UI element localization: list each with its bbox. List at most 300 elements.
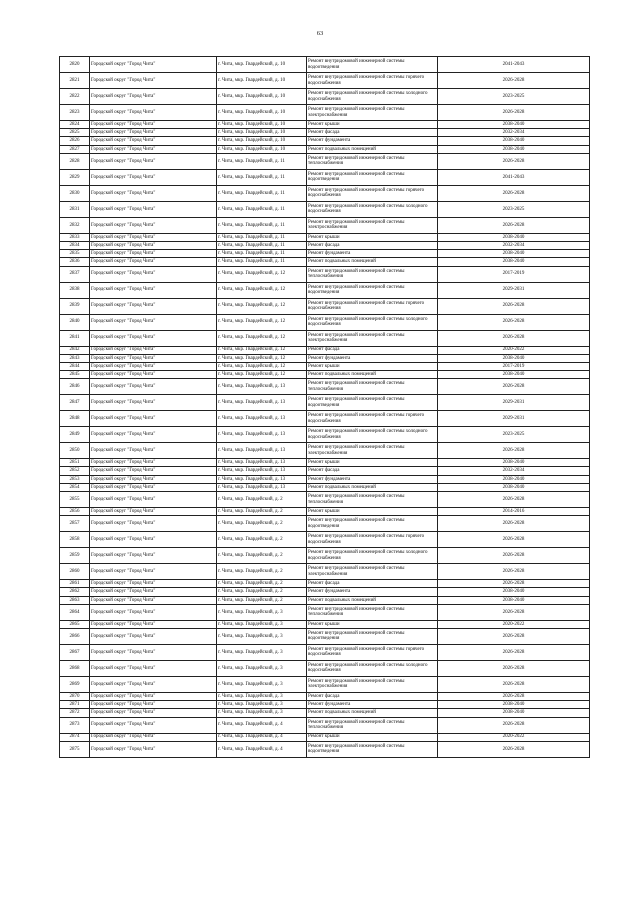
table-row — [60, 459, 590, 467]
municipality-cell: Городской округ "Город Чита" — [90, 741, 217, 757]
address-cell: г. Чита, мкр. Гвардейский, д. 3 — [217, 660, 307, 676]
table-row — [60, 314, 590, 330]
period-cell: 2032-2034 — [438, 467, 590, 475]
work-type-cell: Ремонт внутридомовой инженерной системы горячего водоснабжения — [307, 185, 438, 201]
table-row — [60, 185, 590, 201]
work-type-cell: Ремонт внутридомовой инженерной системы электроснабжения — [307, 105, 438, 121]
period-cell: 2026-2028 — [438, 741, 590, 757]
period-cell: 2026-2028 — [438, 717, 590, 733]
row-number-cell: 2847 — [60, 395, 90, 411]
address-cell: г. Чита, мкр. Гвардейский, д. 4 — [217, 717, 307, 733]
row-number-cell: 2832 — [60, 217, 90, 233]
row-number-cell: 2855 — [60, 492, 90, 508]
period-cell: 2026-2028 — [438, 644, 590, 660]
municipality-cell: Городской округ "Город Чита" — [90, 427, 217, 443]
row-number-cell: 2859 — [60, 548, 90, 564]
municipality-cell: Городской округ "Город Чита" — [90, 201, 217, 217]
work-type-cell: Ремонт внутридомовой инженерной системы электроснабжения — [307, 676, 438, 692]
table-row — [60, 258, 590, 266]
period-cell: 2026-2028 — [438, 217, 590, 233]
work-type-cell: Ремонт фасада — [307, 580, 438, 588]
row-number-cell: 2841 — [60, 330, 90, 346]
period-cell: 2038-2040 — [438, 701, 590, 709]
work-type-cell: Ремонт внутридомовой инженерной системы теплоснабжения — [307, 717, 438, 733]
work-type-cell: Ремонт внутридомовой инженерной системы теплоснабжения — [307, 266, 438, 282]
work-type-cell: Ремонт внутридомовой инженерной системы водоотведения — [307, 741, 438, 757]
address-cell: г. Чита, мкр. Гвардейский, д. 10 — [217, 73, 307, 89]
table-row — [60, 346, 590, 354]
table-row — [60, 596, 590, 604]
work-type-cell: Ремонт фасада — [307, 692, 438, 700]
row-number-cell: 2845 — [60, 371, 90, 379]
municipality-cell: Городской округ "Город Чита" — [90, 443, 217, 459]
period-cell: 2026-2028 — [438, 330, 590, 346]
work-type-cell: Ремонт крыши — [307, 121, 438, 129]
work-type-cell: Ремонт внутридомовой инженерной системы водоотведения — [307, 628, 438, 644]
municipality-cell: Городской округ "Город Чита" — [90, 379, 217, 395]
address-cell: г. Чита, мкр. Гвардейский, д. 3 — [217, 628, 307, 644]
municipality-cell: Городской округ "Город Чита" — [90, 475, 217, 483]
period-cell: 2038-2040 — [438, 145, 590, 153]
row-number-cell: 2861 — [60, 580, 90, 588]
table-row — [60, 660, 590, 676]
address-cell: г. Чита, мкр. Гвардейский, д. 13 — [217, 427, 307, 443]
row-number-cell: 2836 — [60, 258, 90, 266]
municipality-cell: Городской округ "Город Чита" — [90, 105, 217, 121]
work-type-cell: Ремонт внутридомовой инженерной системы водоотведения — [307, 282, 438, 298]
table-row — [60, 73, 590, 89]
table-body — [60, 57, 590, 758]
work-type-cell: Ремонт крыши — [307, 508, 438, 516]
period-cell: 2038-2040 — [438, 588, 590, 596]
work-type-cell: Ремонт подвальных помещений — [307, 145, 438, 153]
period-cell: 2017-2019 — [438, 266, 590, 282]
work-type-cell: Ремонт внутридомовой инженерной системы холодного водоснабжения — [307, 660, 438, 676]
address-cell: г. Чита, мкр. Гвардейский, д. 12 — [217, 330, 307, 346]
row-number-cell: 2860 — [60, 564, 90, 580]
municipality-cell: Городской округ "Город Чита" — [90, 354, 217, 362]
period-cell: 2026-2028 — [438, 660, 590, 676]
table-row — [60, 105, 590, 121]
municipality-cell: Городской округ "Город Чита" — [90, 169, 217, 185]
row-number-cell: 2838 — [60, 282, 90, 298]
table-row — [60, 371, 590, 379]
table-row — [60, 483, 590, 491]
municipality-cell: Городской округ "Город Чита" — [90, 644, 217, 660]
table-row — [60, 89, 590, 105]
address-cell: г. Чита, мкр. Гвардейский, д. 10 — [217, 89, 307, 105]
municipality-cell: Городской округ "Город Чита" — [90, 73, 217, 89]
work-type-cell: Ремонт внутридомовой инженерной системы холодного водоснабжения — [307, 89, 438, 105]
row-number-cell: 2839 — [60, 298, 90, 314]
period-cell: 2038-2040 — [438, 596, 590, 604]
municipality-cell: Городской округ "Город Чита" — [90, 733, 217, 741]
municipality-cell: Городской округ "Город Чита" — [90, 692, 217, 700]
row-number-cell: 2842 — [60, 346, 90, 354]
period-cell: 2038-2040 — [438, 233, 590, 241]
table-row — [60, 282, 590, 298]
period-cell: 2029-2031 — [438, 282, 590, 298]
address-cell: г. Чита, мкр. Гвардейский, д. 12 — [217, 282, 307, 298]
row-number-cell: 2848 — [60, 411, 90, 427]
municipality-cell: Городской округ "Город Чита" — [90, 660, 217, 676]
work-type-cell: Ремонт внутридомовой инженерной системы горячего водоснабжения — [307, 644, 438, 660]
address-cell: г. Чита, мкр. Гвардейский, д. 10 — [217, 145, 307, 153]
municipality-cell: Городской округ "Город Чита" — [90, 467, 217, 475]
municipality-cell: Городской округ "Город Чита" — [90, 516, 217, 532]
table-row — [60, 169, 590, 185]
municipality-cell: Городской округ "Город Чита" — [90, 145, 217, 153]
address-cell: г. Чита, мкр. Гвардейский, д. 4 — [217, 741, 307, 757]
municipality-cell: Городской округ "Город Чита" — [90, 411, 217, 427]
period-cell: 2038-2040 — [438, 121, 590, 129]
row-number-cell: 2837 — [60, 266, 90, 282]
municipality-cell: Городской округ "Город Чита" — [90, 266, 217, 282]
table-row — [60, 137, 590, 145]
period-cell: 2026-2028 — [438, 185, 590, 201]
period-cell: 2023-2025 — [438, 89, 590, 105]
work-type-cell: Ремонт подвальных помещений — [307, 371, 438, 379]
table-row — [60, 532, 590, 548]
work-type-cell: Ремонт внутридомовой инженерной системы холодного водоснабжения — [307, 201, 438, 217]
table-row — [60, 644, 590, 660]
period-cell: 2026-2028 — [438, 532, 590, 548]
work-type-cell: Ремонт фундамента — [307, 475, 438, 483]
address-cell: г. Чита, мкр. Гвардейский, д. 3 — [217, 701, 307, 709]
period-cell: 2017-2019 — [438, 362, 590, 370]
row-number-cell: 2829 — [60, 169, 90, 185]
table-row — [60, 628, 590, 644]
municipality-cell: Городской округ "Город Чита" — [90, 153, 217, 169]
municipality-cell: Городской округ "Город Чита" — [90, 89, 217, 105]
row-number-cell: 2866 — [60, 628, 90, 644]
table-row — [60, 620, 590, 628]
work-type-cell: Ремонт фасада — [307, 467, 438, 475]
row-number-cell: 2823 — [60, 105, 90, 121]
row-number-cell: 2870 — [60, 692, 90, 700]
municipality-cell: Городской округ "Город Чита" — [90, 185, 217, 201]
work-type-cell: Ремонт внутридомовой инженерной системы электроснабжения — [307, 217, 438, 233]
work-type-cell: Ремонт подвальных помещений — [307, 483, 438, 491]
municipality-cell: Городской округ "Город Чита" — [90, 57, 217, 73]
address-cell: г. Чита, мкр. Гвардейский, д. 12 — [217, 298, 307, 314]
work-type-cell: Ремонт фундамента — [307, 137, 438, 145]
period-cell: 2026-2028 — [438, 298, 590, 314]
table-row — [60, 129, 590, 137]
period-cell: 2026-2028 — [438, 379, 590, 395]
address-cell: г. Чита, мкр. Гвардейский, д. 11 — [217, 153, 307, 169]
address-cell: г. Чита, мкр. Гвардейский, д. 3 — [217, 604, 307, 620]
address-cell: г. Чита, мкр. Гвардейский, д. 2 — [217, 564, 307, 580]
address-cell: г. Чита, мкр. Гвардейский, д. 13 — [217, 483, 307, 491]
table-row — [60, 580, 590, 588]
period-cell: 2038-2040 — [438, 250, 590, 258]
municipality-cell: Городской округ "Город Чита" — [90, 371, 217, 379]
period-cell: 2041-2043 — [438, 57, 590, 73]
municipality-cell: Городской округ "Город Чита" — [90, 483, 217, 491]
period-cell: 2020-2022 — [438, 733, 590, 741]
table-row — [60, 233, 590, 241]
address-cell: г. Чита, мкр. Гвардейский, д. 10 — [217, 121, 307, 129]
table-row — [60, 467, 590, 475]
work-type-cell: Ремонт внутридомовой инженерной системы теплоснабжения — [307, 379, 438, 395]
address-cell: г. Чита, мкр. Гвардейский, д. 4 — [217, 733, 307, 741]
work-type-cell: Ремонт внутридомовой инженерной системы холодного водоснабжения — [307, 548, 438, 564]
address-cell: г. Чита, мкр. Гвардейский, д. 11 — [217, 201, 307, 217]
work-type-cell: Ремонт внутридомовой инженерной системы электроснабжения — [307, 330, 438, 346]
row-number-cell: 2862 — [60, 588, 90, 596]
municipality-cell: Городской округ "Город Чита" — [90, 121, 217, 129]
municipality-cell: Городской округ "Город Чита" — [90, 717, 217, 733]
municipality-cell: Городской округ "Город Чита" — [90, 346, 217, 354]
municipality-cell: Городской округ "Город Чита" — [90, 250, 217, 258]
work-type-cell: Ремонт фундамента — [307, 354, 438, 362]
address-cell: г. Чита, мкр. Гвардейский, д. 3 — [217, 620, 307, 628]
period-cell: 2029-2031 — [438, 395, 590, 411]
row-number-cell: 2821 — [60, 73, 90, 89]
table-row — [60, 604, 590, 620]
period-cell: 2026-2028 — [438, 580, 590, 588]
address-cell: г. Чита, мкр. Гвардейский, д. 2 — [217, 596, 307, 604]
period-cell: 2026-2028 — [438, 73, 590, 89]
row-number-cell: 2834 — [60, 241, 90, 249]
row-number-cell: 2858 — [60, 532, 90, 548]
table-row — [60, 508, 590, 516]
address-cell: г. Чита, мкр. Гвардейский, д. 12 — [217, 346, 307, 354]
row-number-cell: 2867 — [60, 644, 90, 660]
municipality-cell: Городской округ "Город Чита" — [90, 362, 217, 370]
row-number-cell: 2849 — [60, 427, 90, 443]
work-type-cell: Ремонт внутридомовой инженерной системы теплоснабжения — [307, 153, 438, 169]
address-cell: г. Чита, мкр. Гвардейский, д. 12 — [217, 354, 307, 362]
row-number-cell: 2864 — [60, 604, 90, 620]
address-cell: г. Чита, мкр. Гвардейский, д. 13 — [217, 411, 307, 427]
work-type-cell: Ремонт фасада — [307, 346, 438, 354]
period-cell: 2041-2043 — [438, 169, 590, 185]
period-cell: 2038-2040 — [438, 258, 590, 266]
municipality-cell: Городской округ "Город Чита" — [90, 492, 217, 508]
municipality-cell: Городской округ "Город Чита" — [90, 395, 217, 411]
row-number-cell: 2831 — [60, 201, 90, 217]
table-row — [60, 548, 590, 564]
period-cell: 2026-2028 — [438, 105, 590, 121]
table-row — [60, 395, 590, 411]
municipality-cell: Городской округ "Город Чита" — [90, 282, 217, 298]
work-type-cell: Ремонт внутридомовой инженерной системы горячего водоснабжения — [307, 532, 438, 548]
municipality-cell: Городской округ "Город Чита" — [90, 129, 217, 137]
municipality-cell: Городской округ "Город Чита" — [90, 564, 217, 580]
period-cell: 2026-2028 — [438, 492, 590, 508]
address-cell: г. Чита, мкр. Гвардейский, д. 12 — [217, 371, 307, 379]
period-cell: 2026-2028 — [438, 314, 590, 330]
work-type-cell: Ремонт внутридомовой инженерной системы электроснабжения — [307, 564, 438, 580]
row-number-cell: 2840 — [60, 314, 90, 330]
table-row — [60, 411, 590, 427]
table-row — [60, 588, 590, 596]
work-type-cell: Ремонт внутридомовой инженерной системы холодного водоснабжения — [307, 427, 438, 443]
row-number-cell: 2851 — [60, 459, 90, 467]
work-type-cell: Ремонт подвальных помещений — [307, 709, 438, 717]
work-type-cell: Ремонт внутридомовой инженерной системы водоотведения — [307, 169, 438, 185]
period-cell: 2014-2016 — [438, 508, 590, 516]
table-row — [60, 362, 590, 370]
address-cell: г. Чита, мкр. Гвардейский, д. 2 — [217, 508, 307, 516]
table-row — [60, 701, 590, 709]
period-cell: 2038-2040 — [438, 459, 590, 467]
municipality-cell: Городской округ "Город Чита" — [90, 676, 217, 692]
period-cell: 2026-2028 — [438, 628, 590, 644]
address-cell: г. Чита, мкр. Гвардейский, д. 3 — [217, 692, 307, 700]
table-row — [60, 145, 590, 153]
municipality-cell: Городской округ "Город Чита" — [90, 137, 217, 145]
row-number-cell: 2863 — [60, 596, 90, 604]
row-number-cell: 2856 — [60, 508, 90, 516]
address-cell: г. Чита, мкр. Гвардейский, д. 11 — [217, 169, 307, 185]
table-row — [60, 475, 590, 483]
table-row — [60, 676, 590, 692]
table-row — [60, 298, 590, 314]
address-cell: г. Чита, мкр. Гвардейский, д. 13 — [217, 467, 307, 475]
work-type-cell: Ремонт крыши — [307, 459, 438, 467]
work-type-cell: Ремонт крыши — [307, 233, 438, 241]
address-cell: г. Чита, мкр. Гвардейский, д. 10 — [217, 129, 307, 137]
address-cell: г. Чита, мкр. Гвардейский, д. 12 — [217, 362, 307, 370]
work-type-cell: Ремонт крыши — [307, 620, 438, 628]
table-row — [60, 354, 590, 362]
address-cell: г. Чита, мкр. Гвардейский, д. 2 — [217, 492, 307, 508]
period-cell: 2023-2025 — [438, 201, 590, 217]
municipality-cell: Городской округ "Город Чита" — [90, 330, 217, 346]
municipality-cell: Городской округ "Город Чита" — [90, 548, 217, 564]
work-type-cell: Ремонт внутридомовой инженерной системы водоотведения — [307, 516, 438, 532]
table-row — [60, 492, 590, 508]
row-number-cell: 2865 — [60, 620, 90, 628]
row-number-cell: 2869 — [60, 676, 90, 692]
page-number: 63 — [316, 30, 324, 37]
row-number-cell: 2872 — [60, 709, 90, 717]
period-cell: 2026-2028 — [438, 692, 590, 700]
address-cell: г. Чита, мкр. Гвардейский, д. 3 — [217, 709, 307, 717]
work-type-cell: Ремонт подвальных помещений — [307, 258, 438, 266]
municipality-cell: Городской округ "Город Чита" — [90, 508, 217, 516]
work-type-cell: Ремонт фундамента — [307, 588, 438, 596]
row-number-cell: 2873 — [60, 717, 90, 733]
address-cell: г. Чита, мкр. Гвардейский, д. 11 — [217, 258, 307, 266]
table-row — [60, 443, 590, 459]
work-type-cell: Ремонт крыши — [307, 733, 438, 741]
work-type-cell: Ремонт внутридомовой инженерной системы теплоснабжения — [307, 492, 438, 508]
row-number-cell: 2830 — [60, 185, 90, 201]
address-cell: г. Чита, мкр. Гвардейский, д. 11 — [217, 185, 307, 201]
address-cell: г. Чита, мкр. Гвардейский, д. 2 — [217, 580, 307, 588]
table-row — [60, 717, 590, 733]
table-row — [60, 266, 590, 282]
row-number-cell: 2825 — [60, 129, 90, 137]
address-cell: г. Чита, мкр. Гвардейский, д. 11 — [217, 250, 307, 258]
row-number-cell: 2846 — [60, 379, 90, 395]
address-cell: г. Чита, мкр. Гвардейский, д. 13 — [217, 443, 307, 459]
period-cell: 2032-2034 — [438, 241, 590, 249]
work-type-cell: Ремонт внутридомовой инженерной системы горячего водоснабжения — [307, 411, 438, 427]
work-type-cell: Ремонт внутридомовой инженерной системы горячего водоснабжения — [307, 298, 438, 314]
address-cell: г. Чита, мкр. Гвардейский, д. 12 — [217, 314, 307, 330]
table-row — [60, 709, 590, 717]
period-cell: 2032-2034 — [438, 129, 590, 137]
work-type-cell: Ремонт внутридомовой инженерной системы горячего водоснабжения — [307, 73, 438, 89]
address-cell: г. Чита, мкр. Гвардейский, д. 10 — [217, 57, 307, 73]
address-cell: г. Чита, мкр. Гвардейский, д. 12 — [217, 266, 307, 282]
row-number-cell: 2826 — [60, 137, 90, 145]
period-cell: 2026-2028 — [438, 604, 590, 620]
address-cell: г. Чита, мкр. Гвардейский, д. 3 — [217, 676, 307, 692]
address-cell: г. Чита, мкр. Гвардейский, д. 2 — [217, 516, 307, 532]
municipality-cell: Городской округ "Город Чита" — [90, 620, 217, 628]
municipality-cell: Городской округ "Город Чита" — [90, 314, 217, 330]
address-cell: г. Чита, мкр. Гвардейский, д. 13 — [217, 379, 307, 395]
table-row — [60, 564, 590, 580]
address-cell: г. Чита, мкр. Гвардейский, д. 11 — [217, 241, 307, 249]
table-row — [60, 250, 590, 258]
address-cell: г. Чита, мкр. Гвардейский, д. 13 — [217, 475, 307, 483]
municipality-cell: Городской округ "Город Чита" — [90, 233, 217, 241]
address-cell: г. Чита, мкр. Гвардейский, д. 13 — [217, 459, 307, 467]
municipality-cell: Городской округ "Город Чита" — [90, 217, 217, 233]
address-cell: г. Чита, мкр. Гвардейский, д. 11 — [217, 217, 307, 233]
row-number-cell: 2843 — [60, 354, 90, 362]
work-type-cell: Ремонт внутридомовой инженерной системы теплоснабжения — [307, 604, 438, 620]
period-cell: 2026-2028 — [438, 548, 590, 564]
table-row — [60, 201, 590, 217]
address-cell: г. Чита, мкр. Гвардейский, д. 2 — [217, 532, 307, 548]
period-cell: 2026-2028 — [438, 516, 590, 532]
work-type-cell: Ремонт внутридомовой инженерной системы водоотведения — [307, 57, 438, 73]
work-type-cell: Ремонт внутридомовой инженерной системы электроснабжения — [307, 443, 438, 459]
table-row — [60, 217, 590, 233]
address-cell: г. Чита, мкр. Гвардейский, д. 10 — [217, 105, 307, 121]
table-row — [60, 733, 590, 741]
table-row — [60, 121, 590, 129]
work-type-cell: Ремонт фасада — [307, 129, 438, 137]
row-number-cell: 2827 — [60, 145, 90, 153]
table-row — [60, 427, 590, 443]
work-type-cell: Ремонт фасада — [307, 241, 438, 249]
period-cell: 2026-2028 — [438, 564, 590, 580]
municipality-cell: Городской округ "Город Чита" — [90, 604, 217, 620]
period-cell: 2038-2040 — [438, 483, 590, 491]
row-number-cell: 2874 — [60, 733, 90, 741]
row-number-cell: 2850 — [60, 443, 90, 459]
municipality-cell: Городской округ "Город Чита" — [90, 596, 217, 604]
municipality-cell: Городской округ "Город Чита" — [90, 241, 217, 249]
work-type-cell: Ремонт подвальных помещений — [307, 596, 438, 604]
address-cell: г. Чита, мкр. Гвардейский, д. 2 — [217, 548, 307, 564]
row-number-cell: 2853 — [60, 475, 90, 483]
work-type-cell: Ремонт фундамента — [307, 250, 438, 258]
row-number-cell: 2835 — [60, 250, 90, 258]
municipality-cell: Городской округ "Город Чита" — [90, 532, 217, 548]
period-cell: 2023-2025 — [438, 427, 590, 443]
address-cell: г. Чита, мкр. Гвардейский, д. 10 — [217, 137, 307, 145]
row-number-cell: 2875 — [60, 741, 90, 757]
repair-schedule-table — [59, 56, 590, 758]
period-cell: 2038-2040 — [438, 371, 590, 379]
period-cell: 2026-2028 — [438, 443, 590, 459]
period-cell: 2029-2031 — [438, 411, 590, 427]
municipality-cell: Городской округ "Город Чита" — [90, 459, 217, 467]
row-number-cell: 2868 — [60, 660, 90, 676]
period-cell: 2026-2028 — [438, 153, 590, 169]
table-row — [60, 57, 590, 73]
